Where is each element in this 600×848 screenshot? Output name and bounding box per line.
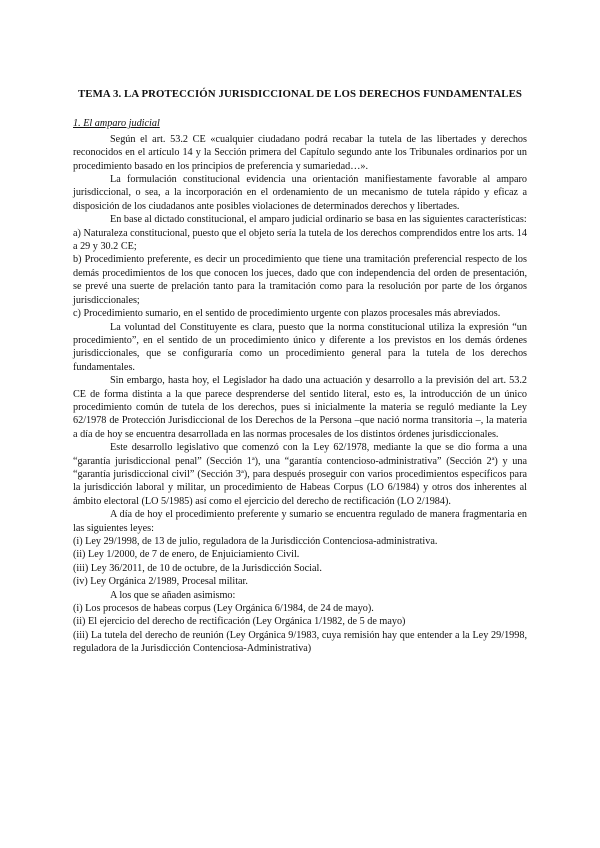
paragraph-a-dia-de-hoy: A día de hoy el procedimiento preferente y sumario se encuentra regulado de manera fragmentaria en las siguientes leyes:	[73, 509, 527, 534]
added-item: (ii) El ejercicio del derecho de rectificación (Ley Orgánica 1/1982, de 5 de mayo)	[73, 616, 406, 628]
paragraph-sin-embargo: Sin embargo, hasta hoy, el Legislador ha dado una actuación y desarrollo a la previsión del art. 53.2 CE de forma distinta a la que parece desprenderse del sentido literal, esto es, la introducción de un único procedimiento común de tutela de los derechos, pues si inicialmente la materia se reguló mediante la Ley 62/1978 de Protección Jurisdiccional de los Derechos de la Persona –que nació norma transitoria –, la materia a día de hoy se encuentra desarrollada en las normas procesales de los distintos órdenes jurisdiccionales.	[73, 375, 527, 440]
paragraph-caracteristicas: En base al dictado constitucional, el amparo judicial ordinario se basa en las siguientes características:	[110, 214, 527, 226]
characteristic-a: a) Naturaleza constitucional, puesto que el objeto sería la tutela de los derechos comprendidos entre los arts. 14 a 29 y 30.2 CE;	[73, 227, 527, 253]
added-item: (i) Los procesos de habeas corpus (Ley Orgánica 6/1984, de 24 de mayo).	[73, 603, 374, 615]
paragraph-art-53: Según el art. 53.2 CE «cualquier ciudadano podrá recabar la tutela de las libertades y derechos reconocidos en el artículo 14 y la Sección primera del Capítulo segundo ante los Tribunales ordinarios por un procedimiento basado en los principios de preferencia y sumariedad…».	[73, 133, 527, 172]
characteristic-b: b) Procedimiento preferente, es decir un procedimiento que tiene una tramitación preferencial respecto de los demás procedimientos de los que conocen los jueces, dado que con independencia del orden de presentación, se prevé una suerte de prelación tanto para la tramitación como para la resolución por parte de los órganos jurisdiccionales;	[73, 254, 527, 306]
law-item: (iv) Ley Orgánica 2/1989, Procesal militar.	[73, 576, 248, 588]
paragraph-added-intro: A los que se añaden asimismo:	[110, 589, 236, 601]
paragraph-formulacion: La formulación constitucional evidencia una orientación manifiestamente favorable al amparo jurisdiccional, o sea, a la incorporación en el ordenamiento de un mecanismo de tutela rápido y eficaz a disposición de los ciudadanos ante posibles violaciones de determinados derechos y libertades.	[73, 174, 527, 212]
added-item: (iii) La tutela del derecho de reunión (Ley Orgánica 9/1983, cuya remisión hay que entender a la Ley 29/1998, reguladora de la Jurisdicción Contenciosa-Administrativa)	[73, 629, 527, 655]
section-heading: 1. El amparo judicial	[73, 118, 160, 130]
law-item: (iii) Ley 36/2011, de 10 de octubre, de la Jurisdicción Social.	[73, 562, 322, 574]
law-item: (ii) Ley 1/2000, de 7 de enero, de Enjuiciamiento Civil.	[73, 549, 300, 561]
paragraph-voluntad: La voluntad del Constituyente es clara, puesto que la norma constitucional utiliza la expresión “un procedimiento”, en el sentido de un procedimiento único y diferente a los previstos en los demás órdenes jurisdiccionales, que se configuraría como un procedimiento general para la tutela de los derechos fundamentales.	[73, 321, 527, 373]
page-title: TEMA 3. LA PROTECCIÓN JURISDICCIONAL DE LOS DERECHOS FUNDAMENTALES	[77, 88, 523, 100]
document-page	[73, 88, 527, 656]
characteristic-c: c) Procedimiento sumario, en el sentido de procedimiento urgente con plazos procesales más abreviados.	[73, 308, 501, 320]
paragraph-desarrollo: Este desarrollo legislativo que comenzó con la Ley 62/1978, mediante la que se dio forma a una “garantía jurisdiccional penal” (Sección 1ª), una “garantía contencioso-administrativa” (Sección 2ª) y una “garantía jurisdiccional civil” (Sección 3ª), para después proseguir con varios procedimientos específicos para la jurisdicción laboral y militar, un procedimiento de Habeas Corpus (LO 6/1984) y otros dos inherentes al ámbito electoral (LO 5/1985) así como el ejercicio del derecho de rectificación (LO 2/1984).	[73, 442, 527, 507]
law-item: (i) Ley 29/1998, de 13 de julio, reguladora de la Jurisdicción Contenciosa-administrativa.	[73, 536, 438, 547]
